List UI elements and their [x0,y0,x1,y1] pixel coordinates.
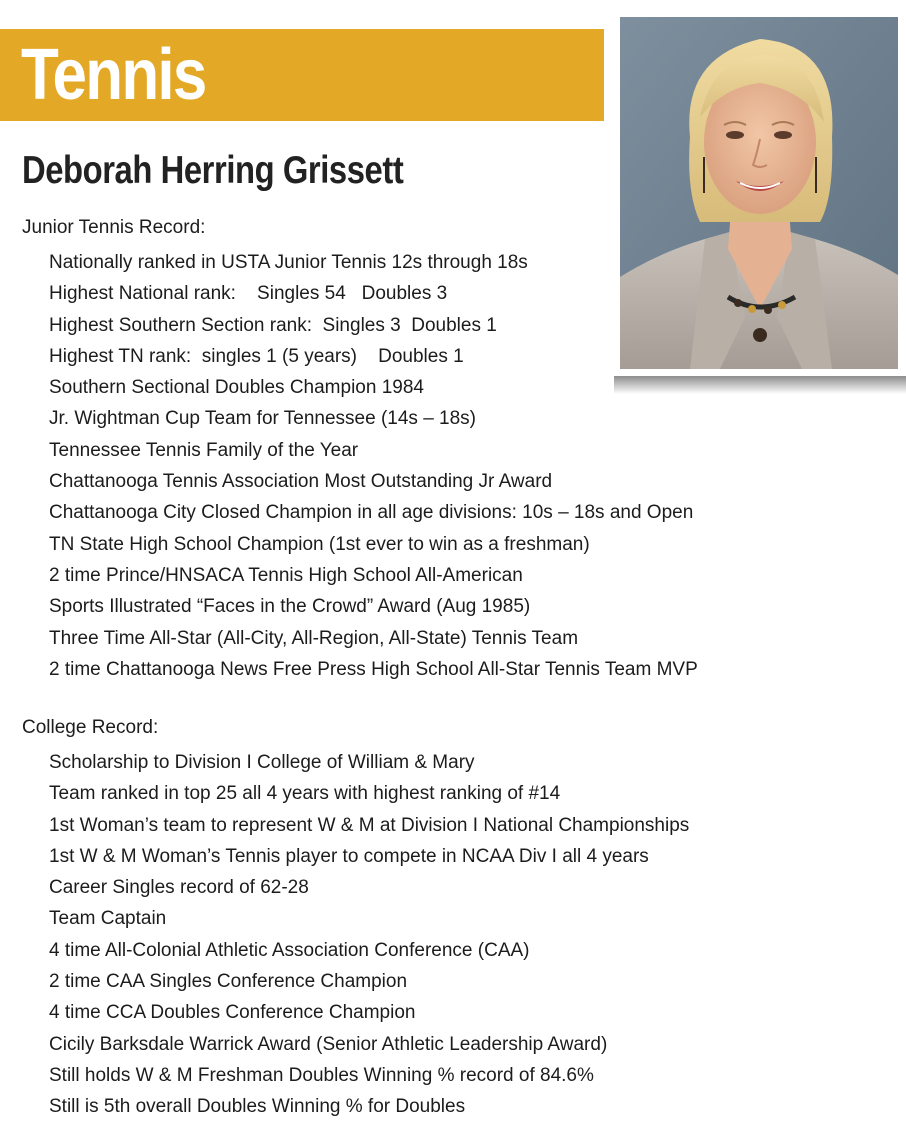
list-item: Cicily Barksdale Warrick Award (Senior Athletic Leadership Award) [49,1033,608,1055]
junior-record-heading: Junior Tennis Record: [22,217,206,238]
list-item: Still is 5th overall Doubles Winning % for Doubles [49,1096,466,1118]
list-item: Highest Southern Section rank: Singles 3 Doubles 1 [49,314,497,336]
list-item: Highest TN rank: singles 1 (5 years) Doubles 1 [49,345,464,367]
list-item: Tennessee Tennis Family of the Year [49,439,359,461]
list-item: 2 time Chattanooga News Free Press High School All-Star Tennis Team MVP [49,658,698,680]
list-item: Jr. Wightman Cup Team for Tennessee (14s – 18s) [49,408,477,430]
list-item: 1st Woman’s team to represent W & M at Division I National Championships [49,814,690,836]
list-item: Scholarship to Division I College of William & Mary [49,752,475,773]
list-item: 4 time All-Colonial Athletic Association Conference (CAA) [49,939,530,961]
list-item: Team Captain [49,908,167,930]
junior-record-section [22,216,782,685]
college-record-heading: College Record: [22,717,159,738]
page-title: Tennis [21,35,206,115]
list-item: 2 time CAA Singles Conference Champion [49,971,408,993]
list-item: 2 time Prince/HNSACA Tennis High School All-American [49,564,523,586]
list-item: TN State High School Champion (1st ever to win as a freshman) [49,533,590,555]
college-record-list [22,747,782,1123]
list-item: Three Time All-Star (All-City, All-Region, All-State) Tennis Team [49,627,579,649]
list-item: Still holds W & M Freshman Doubles Winning % record of 84.6% [49,1064,594,1086]
player-name: Deborah Herring Grissett [22,149,404,192]
list-item: Nationally ranked in USTA Junior Tennis 12s through 18s [49,252,528,273]
college-record-section [22,716,782,1123]
list-item: Chattanooga City Closed Champion in all age divisions: 10s – 18s and Open [49,502,694,524]
list-item: Team ranked in top 25 all 4 years with highest ranking of #14 [49,783,561,805]
list-item: Southern Sectional Doubles Champion 1984 [49,377,424,399]
list-item: 4 time CCA Doubles Conference Champion [49,1002,416,1024]
list-item: Highest National rank: Singles 54 Doubles 3 [49,283,448,305]
list-item: Career Singles record of 62-28 [49,877,309,899]
junior-record-list [22,247,782,685]
list-item: Chattanooga Tennis Association Most Outstanding Jr Award [49,471,553,493]
list-item: 1st W & M Woman’s Tennis player to compete in NCAA Div I all 4 years [49,845,649,867]
list-item: Sports Illustrated “Faces in the Crowd” Award (Aug 1985) [49,596,531,618]
